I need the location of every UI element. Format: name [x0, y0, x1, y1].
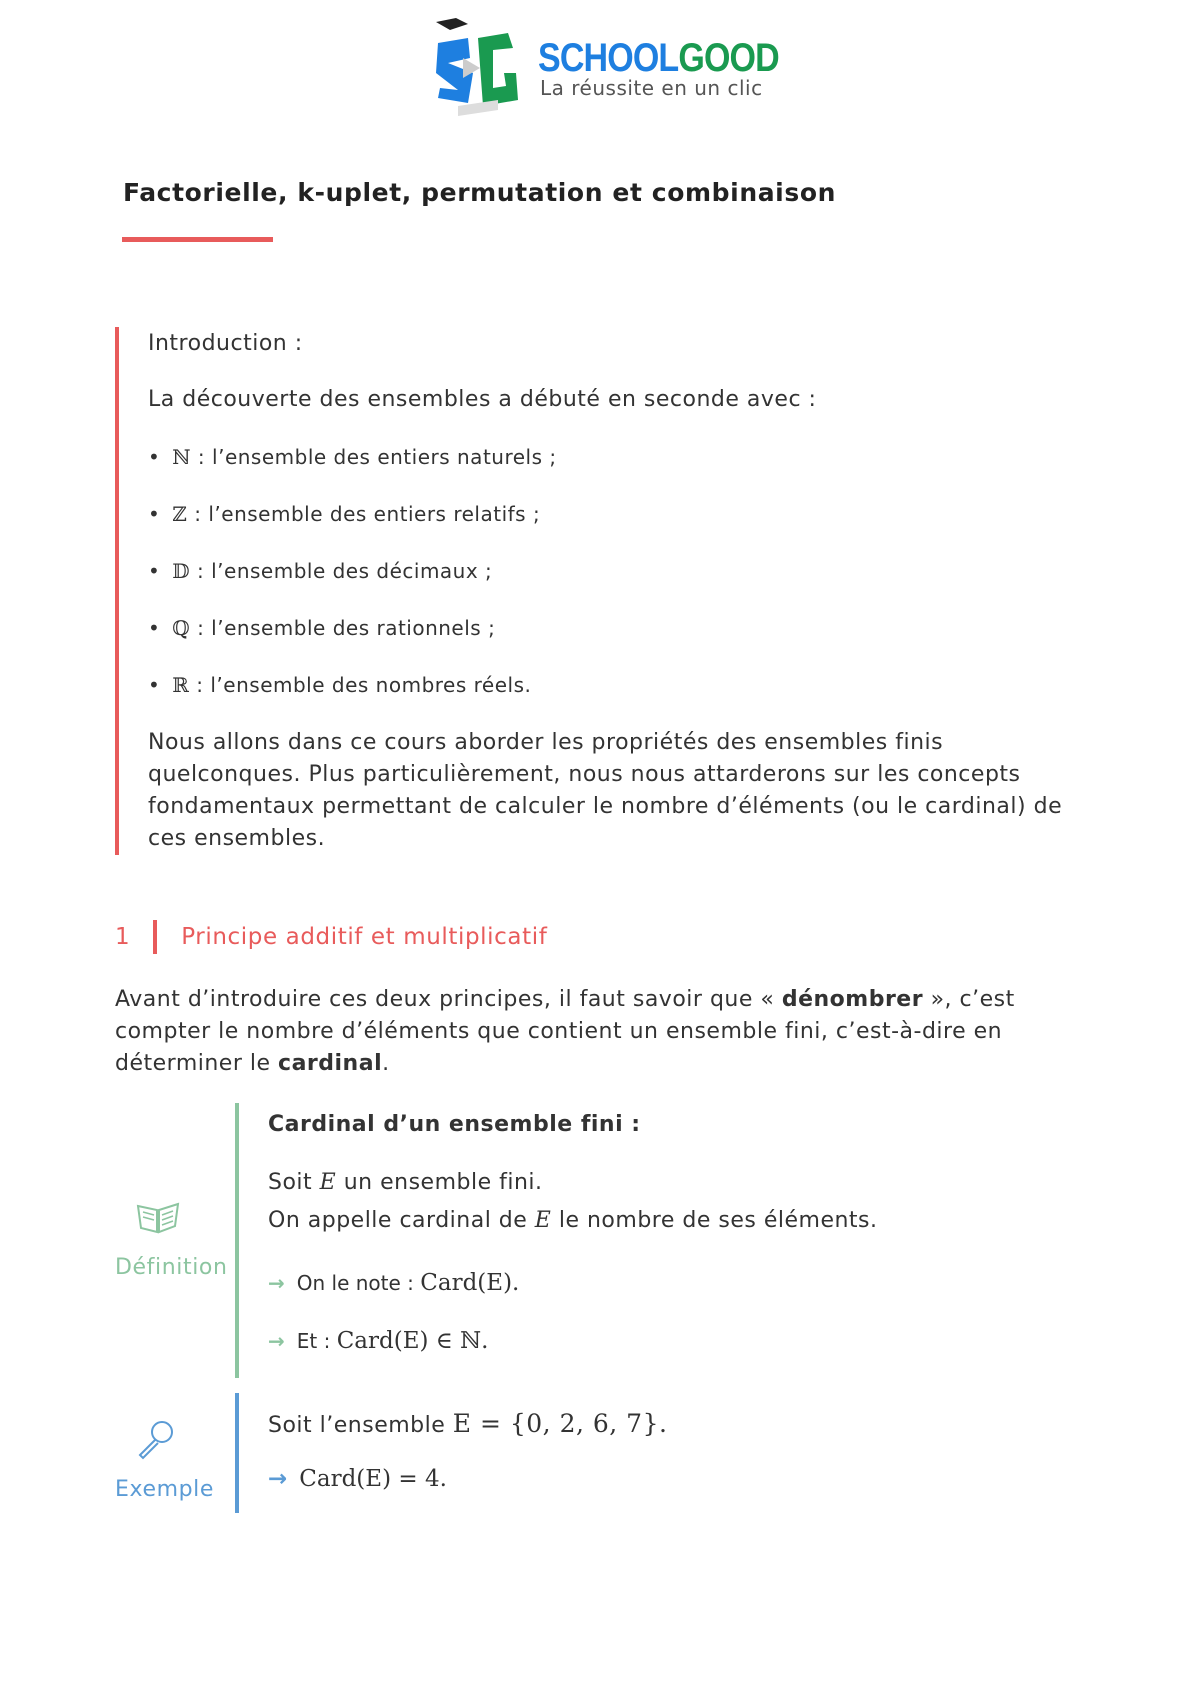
arrow-right-icon: →: [268, 1466, 288, 1492]
title-underline: [122, 237, 273, 242]
example-result: → Card(E) = 4.: [268, 1466, 447, 1492]
magnifier-icon: [135, 1418, 177, 1460]
definition-border: [235, 1103, 239, 1378]
section-number: 1: [115, 924, 131, 950]
section-title: Principe additif et multiplicatif: [181, 924, 548, 950]
section-bar: [153, 920, 157, 954]
section-heading: [115, 920, 547, 954]
open-book-icon: [135, 1200, 181, 1234]
intro-paragraph: Nous allons dans ce cours aborder les propriétés des ensembles finis quelconques. Plus particulièrement, nous nous attarderons sur les concepts fondamentaux permettant de calculer le nombre d’éléments (ou le cardinal) de ces ensembles.: [148, 730, 1063, 851]
definition-note: → On le note : Card(E).: [268, 1270, 520, 1296]
page-title: Factorielle, k-uplet, permutation et combinaison: [123, 178, 837, 207]
brand-name: SCHOOLGOOD: [538, 36, 779, 80]
list-item: • ℕ : l’ensemble des entiers naturels ;: [148, 445, 557, 469]
definition-membership: → Et : Card(E) ∈ ℕ.: [268, 1328, 489, 1354]
definition-label: Définition: [115, 1255, 228, 1280]
intro-heading: Introduction :: [148, 331, 303, 356]
definition-heading: Cardinal d’un ensemble fini :: [268, 1112, 641, 1137]
arrow-right-icon: →: [268, 1329, 285, 1353]
tagline: La réussite en un clic: [540, 76, 763, 100]
list-item: • ℚ : l’ensemble des rationnels ;: [148, 616, 495, 640]
sg-logo-icon: [428, 18, 528, 118]
definition-line-2: On appelle cardinal de E le nombre de ses éléments.: [268, 1208, 878, 1233]
example-label: Exemple: [115, 1477, 215, 1502]
section-paragraph: Avant d’introduire ces deux principes, il faut savoir que « dénombrer », c’est compter le nombre d’éléments que contient un ensemble fini, c’est-à-dire en déterminer le cardinal.: [115, 987, 1015, 1076]
example-border: [235, 1393, 239, 1513]
definition-line-1: Soit E un ensemble fini.: [268, 1170, 543, 1195]
arrow-right-icon: →: [268, 1271, 285, 1295]
list-item: • 𝔻 : l’ensemble des décimaux ;: [148, 559, 492, 583]
example-line-1: Soit l’ensemble E = {0, 2, 6, 7}.: [268, 1409, 668, 1438]
schoolgood-logo: [428, 18, 778, 118]
intro-box: [115, 327, 1075, 855]
list-item: • ℝ : l’ensemble des nombres réels.: [148, 673, 531, 697]
list-item: • ℤ : l’ensemble des entiers relatifs ;: [148, 502, 540, 526]
intro-lead: La découverte des ensembles a débuté en seconde avec :: [148, 387, 817, 412]
